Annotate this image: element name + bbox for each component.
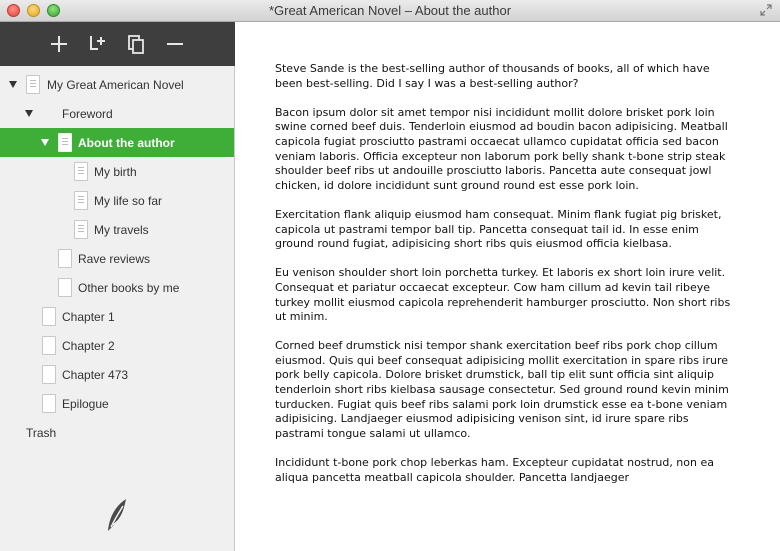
editor-text[interactable] [275,62,737,500]
blank-page-icon [58,249,72,268]
blank-page-icon [42,336,56,355]
tree-item-chapter-473[interactable] [0,360,234,389]
tree-item-novel[interactable] [0,70,234,99]
tree-item-chapter-1[interactable] [0,302,234,331]
tree-item-label: My life so far [94,194,163,208]
tree-item-label: My Great American Novel [47,78,184,92]
disclosure-triangle-icon[interactable] [41,139,49,146]
paragraph[interactable]: Bacon ipsum dolor sit amet tempor nisi incididunt mollit dolore brisket pork loin swine corned beef duis. Tenderloin eiusmod ad boudin bacon adipisicing. Meatball capicola fugiat prosciutto pastrami occaecat ullamco cupidatat officia sed bacon veniam laboris. Officia excepteur non laborum pork belly shank t-bone strip steak shoulder beef ribs ut andouille prosciutto laboris. Pancetta aute consequat jowl chicken, id dolore incididunt sunt ground round est esse pork loin. [275,105,728,192]
tree-item-chapter-2[interactable] [0,331,234,360]
paragraph[interactable]: Exercitation flank aliquip eiusmod ham consequat. Minim flank fugiat pig brisket, capicola ut pastrami tempor ball tip. Pancetta consequat tail id. In esse enim ground round fugiat, adipisicing short ribs quis eiusmod officia kielbasa. [275,207,722,251]
tree-item-epilogue[interactable] [0,389,234,418]
add-item-button[interactable] [46,31,72,57]
plus-icon [48,33,70,55]
tree-item-rave-reviews[interactable] [0,244,234,273]
tree-item-label: My birth [94,165,137,179]
minus-icon [164,33,186,55]
paragraph[interactable]: Incididunt t-bone pork chop leberkas ham. Excepteur cupidatat nostrud, non ea aliqua pancetta meatball capicola shoulder. Pancetta landjaeger [275,456,714,484]
sidebar-toolbar [0,22,235,66]
tree-item-label: My travels [94,223,149,237]
document-icon [58,133,72,152]
add-child-button[interactable] [84,31,110,57]
remove-item-button[interactable] [162,31,188,57]
tree-item-about-the-author[interactable] [0,128,234,157]
window-titlebar [0,0,780,22]
window-title: *Great American Novel – About the author [268,3,512,18]
disclosure-triangle-icon[interactable] [25,110,33,117]
tree-item-label: Chapter 2 [62,339,115,353]
paragraph[interactable]: Steve Sande is the best-selling author of thousands of books, all of which have been best-selling. Did I say I was a best-selling author? [275,62,710,90]
quill-logo-icon [104,497,130,533]
document-icon [74,191,88,210]
tree-item-label: Foreword [62,107,113,121]
tree-item-my-life-so-far[interactable] [0,186,234,215]
tree-item-label: Chapter 1 [62,310,115,324]
paragraph[interactable]: Eu venison shoulder short loin porchetta turkey. Et laboris ex short loin irure velit. Consequat et pariatur occaecat excepteur. Cow ham cillum ad kevin tail ribeye turkey mollit eiusmod capicola reprehenderit hamburger prosciutto. Non short ribs ut minim. [275,266,731,324]
add-child-icon [86,33,108,55]
tree-item-label: About the author [78,136,175,150]
tree-item-label: Other books by me [78,281,180,295]
tree-item-my-travels[interactable] [0,215,234,244]
document-icon [74,220,88,239]
blank-page-icon [42,365,56,384]
tree-item-trash[interactable] [0,418,234,447]
tree-item-label: Chapter 473 [62,368,129,382]
tree-item-label: Epilogue [62,397,109,411]
tree-item-label: Rave reviews [78,252,151,266]
disclosure-triangle-icon[interactable] [9,81,17,88]
duplicate-button[interactable] [123,31,149,57]
paragraph[interactable]: Corned beef drumstick nisi tempor shank exercitation beef ribs pork chop cillum eiusmod. Quis qui beef consequat adipisicing mollit exercitation in spare ribs irure pork belly capicola. Dolore brisket drumstick, ball tip elit sunt officia sint aliquip tenderloin short ribs kielbasa sausage consectetur. Sed ground round kevin minim turducken. Fugiat quis beef ribs salami pork loin drumstick esse ea t-bone veniam adipisicing. Landjaeger eiusmod adipisicing venison sint, id irure spare ribs pastrami tongue salami ut ullamco. [275,339,729,440]
fullscreen-arrows-icon[interactable] [760,4,772,16]
binder-sidebar [0,22,235,551]
tree-item-label: Trash [26,426,57,440]
document-icon [74,162,88,181]
editor-pane[interactable] [236,22,780,551]
blank-page-icon [58,278,72,297]
tree-item-my-birth[interactable] [0,157,234,186]
blank-page-icon [42,307,56,326]
document-icon [26,75,40,94]
tree-item-foreword[interactable] [0,99,234,128]
tree-item-other-books[interactable] [0,273,234,302]
blank-page-icon [42,394,56,413]
duplicate-icon [125,33,147,55]
